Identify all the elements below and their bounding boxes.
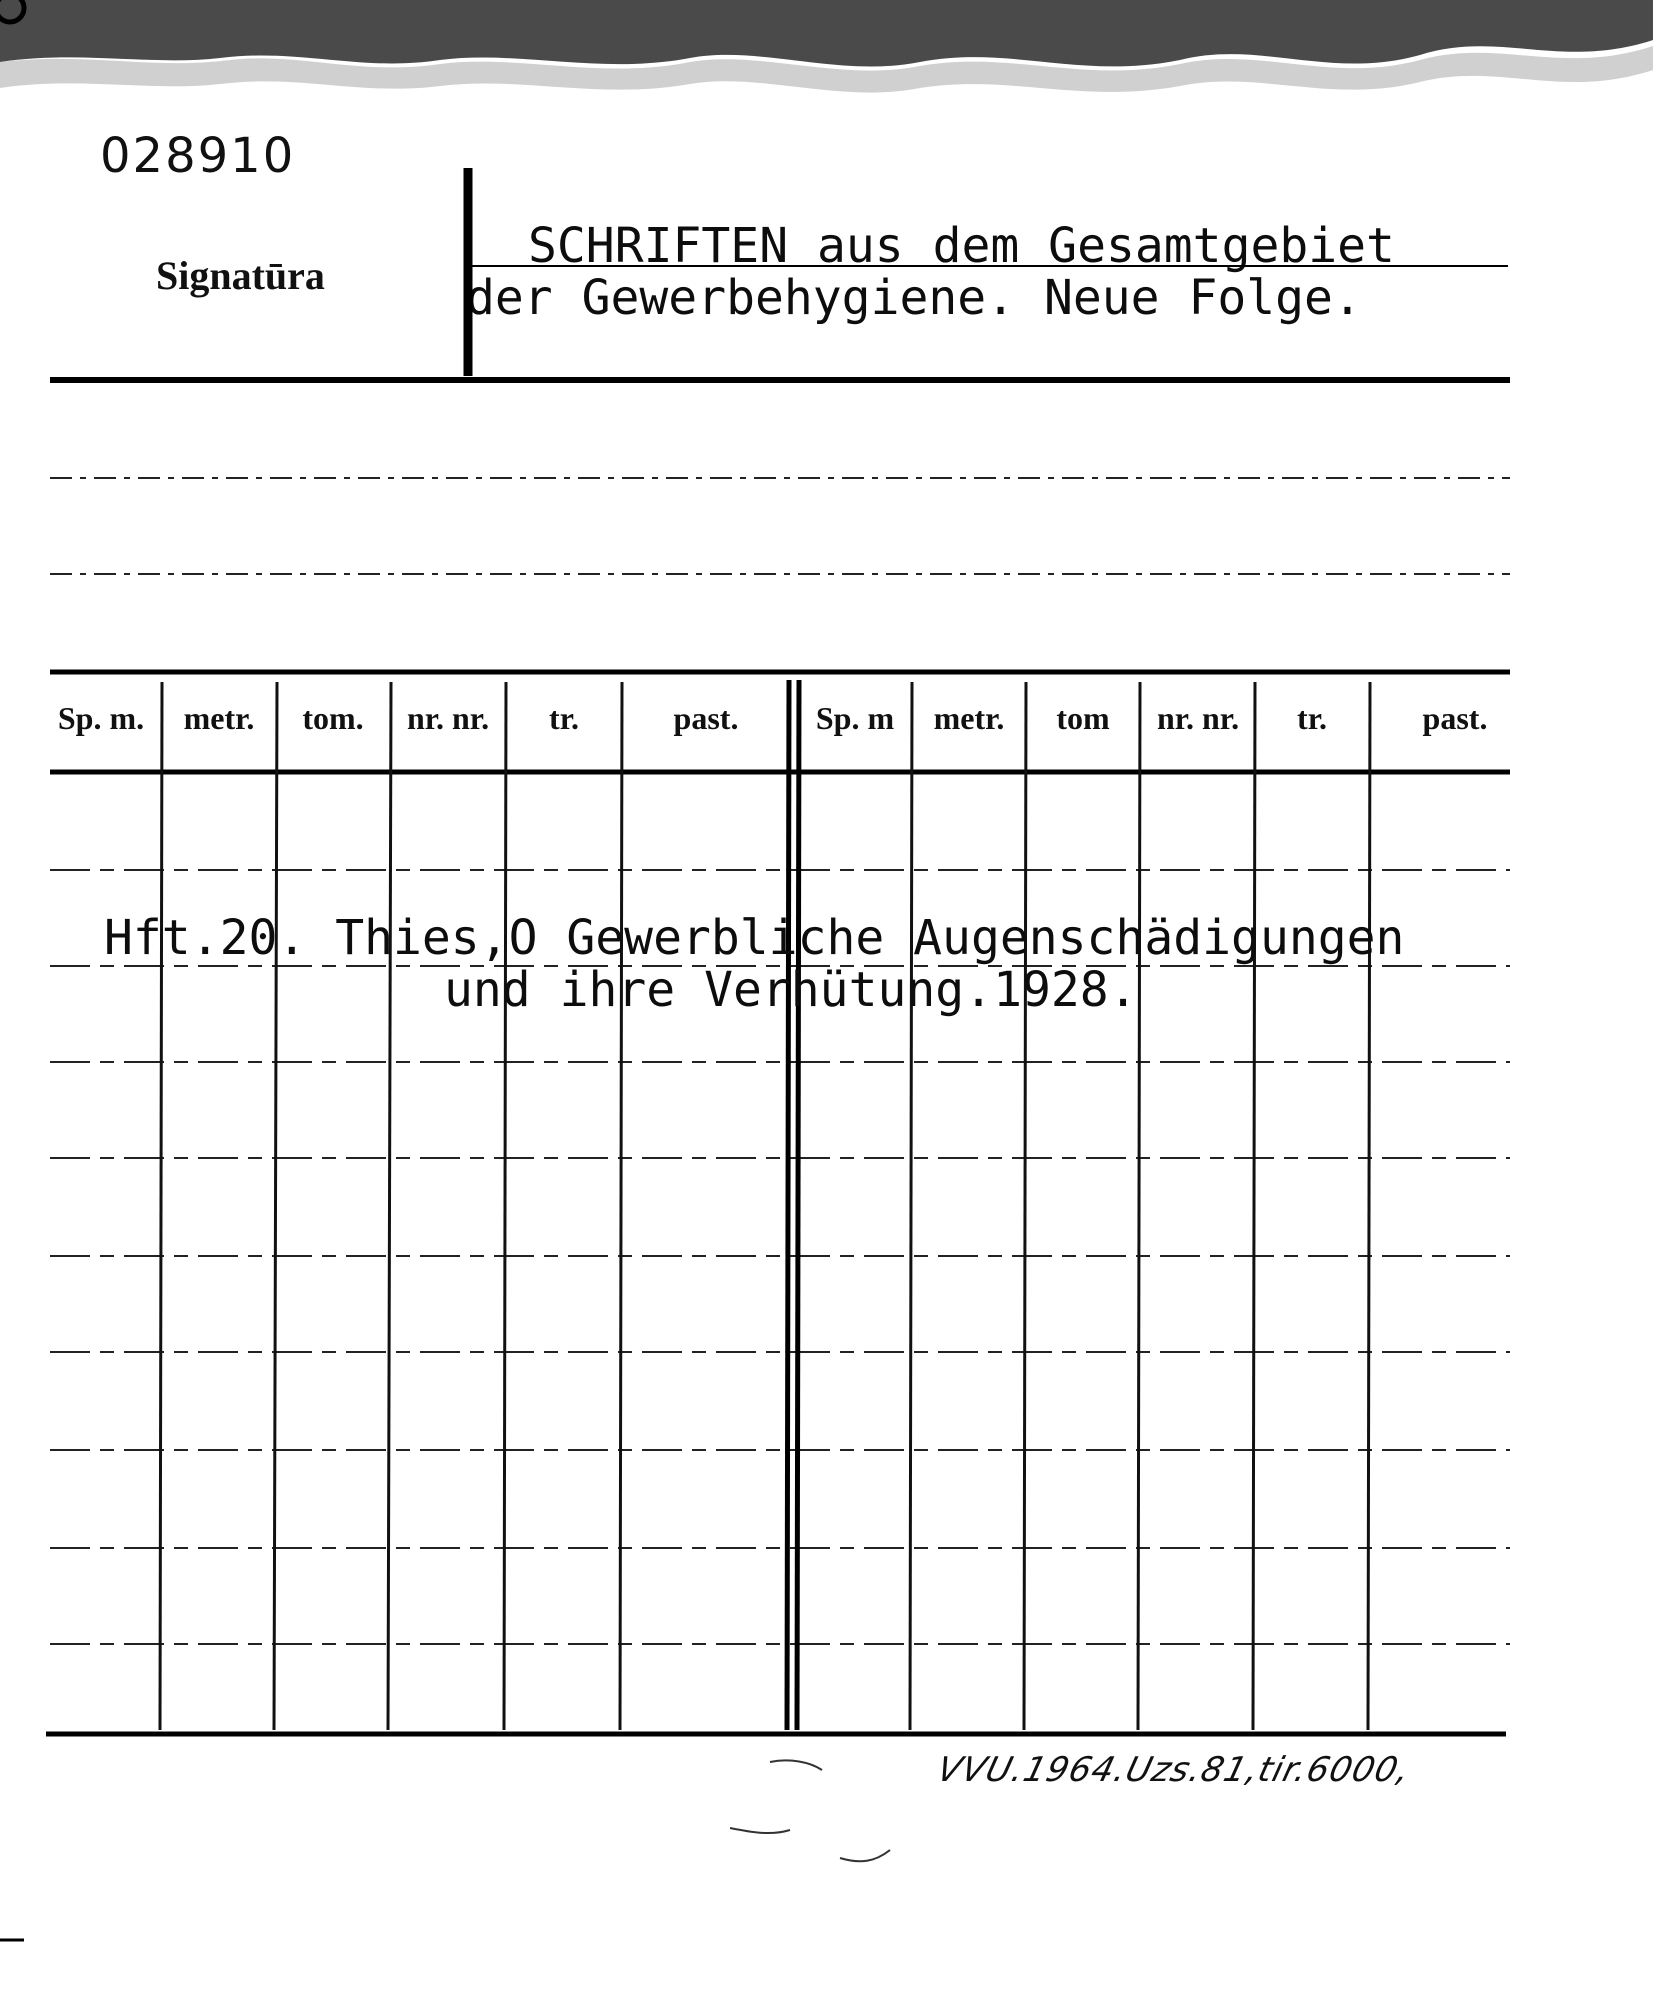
col-head-sp-m-right: Sp. m	[815, 700, 895, 736]
col-head-nr-left: nr. nr.	[406, 700, 490, 736]
col-head-tr-right: tr.	[1297, 700, 1327, 736]
entry-line-1: Hft.20. Thies,O Gewerbliche Augenschädigungen	[104, 910, 1405, 966]
signatura-label: Signatūra	[156, 253, 325, 298]
col-head-sp-m-left: Sp. m.	[57, 700, 145, 736]
col-head-past-right: past.	[1422, 700, 1488, 736]
entry-line-2: und ihre Verhütung.1928.	[444, 962, 1138, 1018]
handwritten-note: VVU.1964.Uzs.81,tir.6000,	[933, 1750, 1415, 1790]
title-line-1: SCHRIFTEN aus dem Gesamtgebiet	[528, 218, 1395, 274]
col-head-tom-left: tom.	[302, 700, 364, 736]
col-head-tr-left: tr.	[549, 700, 579, 736]
col-head-metr-right: metr.	[933, 700, 1005, 736]
col-head-past-left: past.	[673, 700, 739, 736]
title-line-2: der Gewerbehygiene. Neue Folge.	[466, 270, 1362, 326]
col-head-tom-right: tom	[1056, 700, 1110, 736]
col-head-nr-right: nr. nr.	[1156, 700, 1240, 736]
catalog-number: 028910	[100, 128, 296, 184]
col-head-metr-left: metr.	[183, 700, 255, 736]
